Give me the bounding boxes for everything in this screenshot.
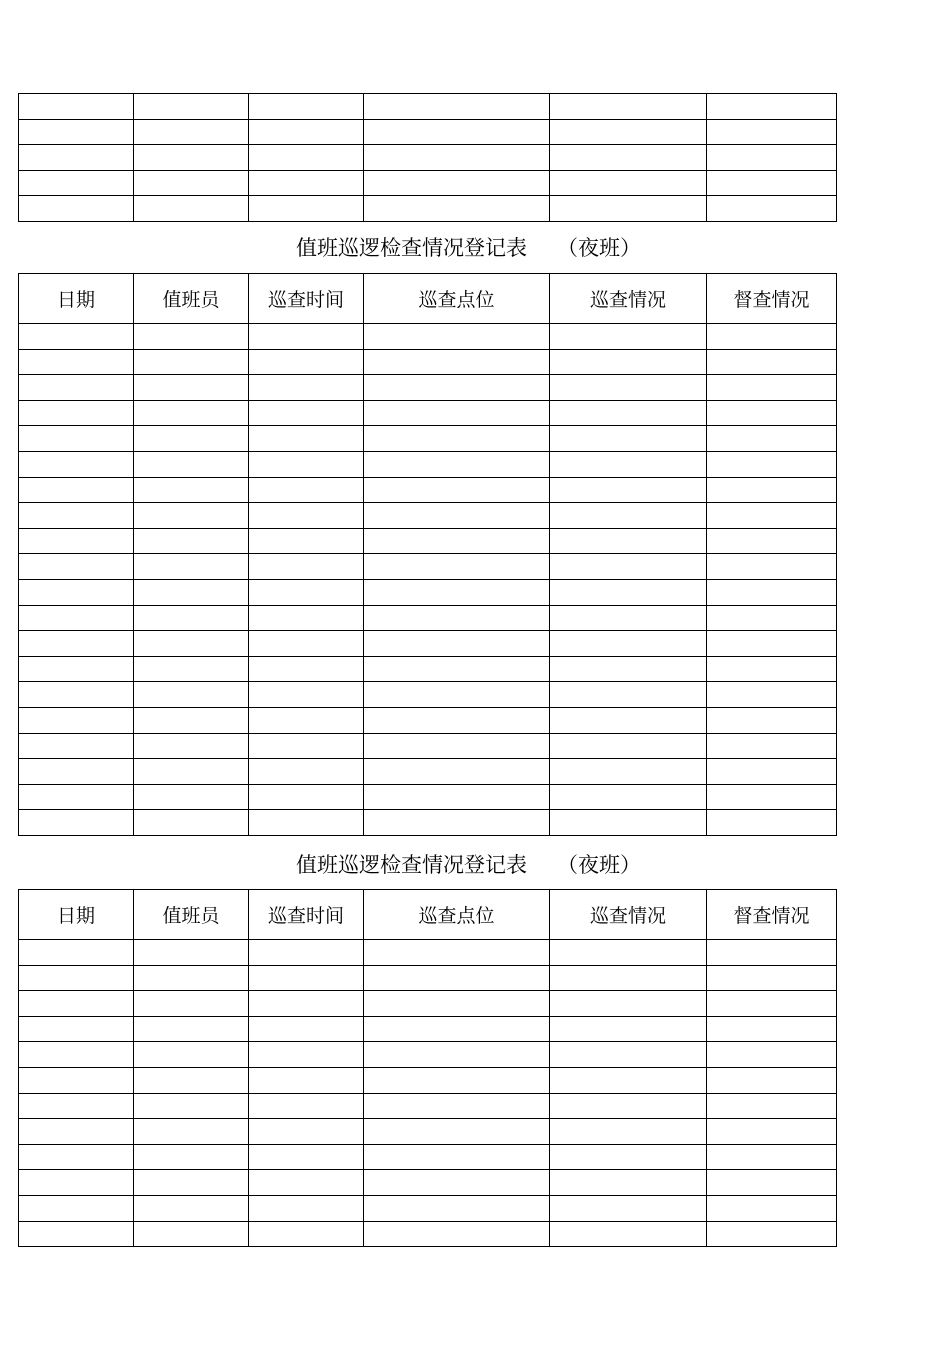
table-cell[interactable] <box>19 324 134 350</box>
table-cell[interactable] <box>707 656 837 682</box>
table-cell[interactable] <box>19 119 134 145</box>
table-cell[interactable] <box>134 810 249 836</box>
table-row <box>19 196 837 222</box>
table-cell[interactable] <box>550 1144 707 1170</box>
table-cell[interactable] <box>707 759 837 785</box>
table-cell[interactable] <box>364 1195 550 1221</box>
table-cell[interactable] <box>550 119 707 145</box>
table-cell[interactable] <box>19 1042 134 1068</box>
table-cell[interactable] <box>249 759 364 785</box>
table-cell[interactable] <box>249 1195 364 1221</box>
table-cell[interactable] <box>707 1221 837 1247</box>
table-cell[interactable] <box>707 145 837 171</box>
table-cell[interactable] <box>364 1067 550 1093</box>
table-cell[interactable] <box>249 375 364 401</box>
table-cell[interactable] <box>249 503 364 529</box>
table-cell[interactable] <box>707 196 837 222</box>
table-cell[interactable] <box>550 940 707 966</box>
form-title: 值班巡逻检查情况登记表 <box>296 236 527 260</box>
table-cell[interactable] <box>19 965 134 991</box>
table-cell[interactable] <box>249 991 364 1017</box>
shift-label: （夜班） <box>557 853 641 877</box>
table-cell[interactable] <box>19 579 134 605</box>
table-cell[interactable] <box>364 528 550 554</box>
table-cell[interactable] <box>249 707 364 733</box>
header-patrol-status: 巡查情况 <box>550 890 707 940</box>
table-cell[interactable] <box>134 196 249 222</box>
section-title-1 <box>296 232 641 262</box>
table-row <box>19 145 837 171</box>
table-cell[interactable] <box>19 656 134 682</box>
table-cell[interactable] <box>550 324 707 350</box>
table-cell[interactable] <box>134 503 249 529</box>
table-cell[interactable] <box>134 991 249 1017</box>
table-cell[interactable] <box>134 400 249 426</box>
table-cell[interactable] <box>707 451 837 477</box>
table-cell[interactable] <box>550 784 707 810</box>
table-cell[interactable] <box>249 477 364 503</box>
table-cell[interactable] <box>364 1119 550 1145</box>
table-row <box>19 784 837 810</box>
table-row <box>19 991 837 1017</box>
table-cell[interactable] <box>19 605 134 631</box>
table-cell[interactable] <box>707 1016 837 1042</box>
table-cell[interactable] <box>249 605 364 631</box>
table-cell[interactable] <box>134 554 249 580</box>
table-cell[interactable] <box>249 1016 364 1042</box>
table-cell[interactable] <box>707 631 837 657</box>
table-cell[interactable] <box>134 528 249 554</box>
table-cell[interactable] <box>19 1195 134 1221</box>
table-cell[interactable] <box>550 965 707 991</box>
table-cell[interactable] <box>19 631 134 657</box>
continuation-table <box>18 93 837 222</box>
table-row <box>19 631 837 657</box>
table-cell[interactable] <box>134 1144 249 1170</box>
table-cell[interactable] <box>134 375 249 401</box>
table-cell[interactable] <box>550 733 707 759</box>
table-cell[interactable] <box>364 119 550 145</box>
table-cell[interactable] <box>550 1093 707 1119</box>
table-cell[interactable] <box>364 349 550 375</box>
table-cell[interactable] <box>707 375 837 401</box>
table-cell[interactable] <box>19 528 134 554</box>
table-cell[interactable] <box>707 554 837 580</box>
table-row <box>19 707 837 733</box>
table-cell[interactable] <box>707 170 837 196</box>
section-title-2 <box>296 849 641 879</box>
table-row <box>19 554 837 580</box>
table-cell[interactable] <box>19 784 134 810</box>
table-cell[interactable] <box>134 605 249 631</box>
table-cell[interactable] <box>249 579 364 605</box>
table-cell[interactable] <box>707 1042 837 1068</box>
table-cell[interactable] <box>364 965 550 991</box>
table-cell[interactable] <box>19 196 134 222</box>
table-row <box>19 119 837 145</box>
table-cell[interactable] <box>249 94 364 120</box>
shift-label: （夜班） <box>557 236 641 260</box>
table-row <box>19 170 837 196</box>
patrol-log-table-2 <box>18 889 837 1247</box>
table-cell[interactable] <box>707 94 837 120</box>
table-row <box>19 1042 837 1068</box>
table-cell[interactable] <box>707 528 837 554</box>
table-cell[interactable] <box>364 1221 550 1247</box>
table-row <box>19 94 837 120</box>
table-cell[interactable] <box>550 375 707 401</box>
table-row <box>19 426 837 452</box>
table-cell[interactable] <box>134 324 249 350</box>
table-row <box>19 503 837 529</box>
table-row <box>19 324 837 350</box>
table-cell[interactable] <box>134 1016 249 1042</box>
table-cell[interactable] <box>364 733 550 759</box>
table-cell[interactable] <box>134 119 249 145</box>
table-cell[interactable] <box>134 784 249 810</box>
table-cell[interactable] <box>550 528 707 554</box>
table-cell[interactable] <box>550 579 707 605</box>
table-cell[interactable] <box>550 1195 707 1221</box>
table-cell[interactable] <box>364 579 550 605</box>
table-cell[interactable] <box>134 349 249 375</box>
table-cell[interactable] <box>550 349 707 375</box>
table-cell[interactable] <box>364 554 550 580</box>
header-supervision-status: 督查情况 <box>707 890 837 940</box>
table-row <box>19 940 837 966</box>
table-cell[interactable] <box>364 1042 550 1068</box>
table-cell[interactable] <box>550 656 707 682</box>
table-cell[interactable] <box>19 810 134 836</box>
header-patrol-point: 巡查点位 <box>364 890 550 940</box>
table-cell[interactable] <box>134 426 249 452</box>
table-cell[interactable] <box>364 400 550 426</box>
table-row <box>19 1144 837 1170</box>
table-row <box>19 733 837 759</box>
table-cell[interactable] <box>550 810 707 836</box>
table-cell[interactable] <box>19 477 134 503</box>
table-cell[interactable] <box>364 324 550 350</box>
table-cell[interactable] <box>134 579 249 605</box>
table-cell[interactable] <box>19 170 134 196</box>
table-cell[interactable] <box>249 119 364 145</box>
table-cell[interactable] <box>550 426 707 452</box>
table-cell[interactable] <box>550 477 707 503</box>
table-cell[interactable] <box>364 682 550 708</box>
header-duty-officer: 值班员 <box>134 274 249 324</box>
table-cell[interactable] <box>249 400 364 426</box>
table-row <box>19 1221 837 1247</box>
table-cell[interactable] <box>249 631 364 657</box>
table-cell[interactable] <box>134 1221 249 1247</box>
table-cell[interactable] <box>134 1067 249 1093</box>
table-row <box>19 656 837 682</box>
table-cell[interactable] <box>364 940 550 966</box>
table-cell[interactable] <box>707 1144 837 1170</box>
table-cell[interactable] <box>550 170 707 196</box>
table-cell[interactable] <box>19 991 134 1017</box>
table-row <box>19 451 837 477</box>
header-duty-officer: 值班员 <box>134 890 249 940</box>
table-cell[interactable] <box>550 196 707 222</box>
table-cell[interactable] <box>550 707 707 733</box>
table-cell[interactable] <box>364 605 550 631</box>
table-cell[interactable] <box>707 119 837 145</box>
table-cell[interactable] <box>707 349 837 375</box>
table-cell[interactable] <box>550 682 707 708</box>
header-patrol-point: 巡查点位 <box>364 274 550 324</box>
table-cell[interactable] <box>707 733 837 759</box>
table-cell[interactable] <box>19 400 134 426</box>
table-row <box>19 810 837 836</box>
table-row <box>19 1170 837 1196</box>
table-cell[interactable] <box>364 94 550 120</box>
table-cell[interactable] <box>134 94 249 120</box>
table-row <box>19 477 837 503</box>
table-cell[interactable] <box>364 451 550 477</box>
header-patrol-status: 巡查情况 <box>550 274 707 324</box>
table-cell[interactable] <box>249 656 364 682</box>
table-cell[interactable] <box>364 196 550 222</box>
table-cell[interactable] <box>134 477 249 503</box>
table-cell[interactable] <box>19 145 134 171</box>
table-cell[interactable] <box>249 426 364 452</box>
table-row <box>19 400 837 426</box>
table-cell[interactable] <box>19 94 134 120</box>
table-cell[interactable] <box>249 554 364 580</box>
table-row <box>19 1093 837 1119</box>
table-cell[interactable] <box>364 1016 550 1042</box>
table-cell[interactable] <box>134 759 249 785</box>
table-cell[interactable] <box>134 656 249 682</box>
table-cell[interactable] <box>249 1119 364 1145</box>
table-row <box>19 605 837 631</box>
table-row <box>19 528 837 554</box>
table-cell[interactable] <box>19 1221 134 1247</box>
table-cell[interactable] <box>249 1093 364 1119</box>
table-cell[interactable] <box>707 707 837 733</box>
table-cell[interactable] <box>134 451 249 477</box>
table-cell[interactable] <box>550 503 707 529</box>
table-cell[interactable] <box>19 759 134 785</box>
table-cell[interactable] <box>134 940 249 966</box>
table-cell[interactable] <box>550 759 707 785</box>
table-cell[interactable] <box>19 503 134 529</box>
table-cell[interactable] <box>707 1195 837 1221</box>
table-cell[interactable] <box>707 784 837 810</box>
table-cell[interactable] <box>550 554 707 580</box>
table-cell[interactable] <box>134 1195 249 1221</box>
table-cell[interactable] <box>134 682 249 708</box>
table-cell[interactable] <box>364 375 550 401</box>
table-cell[interactable] <box>550 1016 707 1042</box>
table-cell[interactable] <box>707 426 837 452</box>
table-cell[interactable] <box>707 1170 837 1196</box>
table-row <box>19 1195 837 1221</box>
table-row <box>19 759 837 785</box>
table-cell[interactable] <box>707 1093 837 1119</box>
table-cell[interactable] <box>550 94 707 120</box>
table-cell[interactable] <box>134 707 249 733</box>
table-cell[interactable] <box>550 451 707 477</box>
table-cell[interactable] <box>364 991 550 1017</box>
header-date: 日期 <box>19 890 134 940</box>
table-cell[interactable] <box>19 451 134 477</box>
patrol-log-table-1 <box>18 273 837 836</box>
form-title: 值班巡逻检查情况登记表 <box>296 853 527 877</box>
table-cell[interactable] <box>707 605 837 631</box>
header-row <box>19 274 837 324</box>
table-cell[interactable] <box>707 477 837 503</box>
table-cell[interactable] <box>364 426 550 452</box>
table-cell[interactable] <box>249 733 364 759</box>
table-cell[interactable] <box>19 1144 134 1170</box>
table-cell[interactable] <box>550 1221 707 1247</box>
table-cell[interactable] <box>550 991 707 1017</box>
table-cell[interactable] <box>707 965 837 991</box>
table-cell[interactable] <box>249 1170 364 1196</box>
table-cell[interactable] <box>550 400 707 426</box>
table-cell[interactable] <box>249 528 364 554</box>
table-cell[interactable] <box>134 170 249 196</box>
table-cell[interactable] <box>249 170 364 196</box>
table-cell[interactable] <box>19 940 134 966</box>
table-cell[interactable] <box>364 656 550 682</box>
table-cell[interactable] <box>550 1042 707 1068</box>
table-cell[interactable] <box>249 1042 364 1068</box>
table-row <box>19 1016 837 1042</box>
table-cell[interactable] <box>364 759 550 785</box>
table-cell[interactable] <box>550 145 707 171</box>
table-cell[interactable] <box>249 940 364 966</box>
table-cell[interactable] <box>249 810 364 836</box>
table-cell[interactable] <box>249 965 364 991</box>
table-row <box>19 965 837 991</box>
table-cell[interactable] <box>249 349 364 375</box>
header-patrol-time: 巡查时间 <box>249 890 364 940</box>
table-cell[interactable] <box>364 1093 550 1119</box>
table-cell[interactable] <box>249 145 364 171</box>
table-cell[interactable] <box>19 1093 134 1119</box>
table-cell[interactable] <box>550 1119 707 1145</box>
table-cell[interactable] <box>134 965 249 991</box>
table-cell[interactable] <box>19 554 134 580</box>
table-cell[interactable] <box>134 1042 249 1068</box>
table-cell[interactable] <box>364 145 550 171</box>
table-cell[interactable] <box>249 1144 364 1170</box>
table-cell[interactable] <box>550 605 707 631</box>
table-cell[interactable] <box>249 451 364 477</box>
table-cell[interactable] <box>19 1067 134 1093</box>
table-cell[interactable] <box>707 991 837 1017</box>
table-row <box>19 682 837 708</box>
table-cell[interactable] <box>249 682 364 708</box>
header-date: 日期 <box>19 274 134 324</box>
table-cell[interactable] <box>707 810 837 836</box>
table-cell[interactable] <box>134 1170 249 1196</box>
table-cell[interactable] <box>19 1016 134 1042</box>
table-cell[interactable] <box>19 349 134 375</box>
table-cell[interactable] <box>19 375 134 401</box>
table-row <box>19 579 837 605</box>
table-cell[interactable] <box>550 631 707 657</box>
table-cell[interactable] <box>364 1144 550 1170</box>
table-cell[interactable] <box>249 1221 364 1247</box>
table-cell[interactable] <box>134 1119 249 1145</box>
table-cell[interactable] <box>364 477 550 503</box>
table-cell[interactable] <box>364 631 550 657</box>
table-cell[interactable] <box>134 145 249 171</box>
table-cell[interactable] <box>707 682 837 708</box>
table-row <box>19 1067 837 1093</box>
table-row <box>19 349 837 375</box>
table-cell[interactable] <box>364 784 550 810</box>
table-cell[interactable] <box>364 170 550 196</box>
table-row <box>19 375 837 401</box>
table-cell[interactable] <box>550 1170 707 1196</box>
table-cell[interactable] <box>19 1170 134 1196</box>
table-cell[interactable] <box>134 1093 249 1119</box>
table-cell[interactable] <box>707 503 837 529</box>
table-cell[interactable] <box>707 1067 837 1093</box>
table-cell[interactable] <box>707 940 837 966</box>
table-cell[interactable] <box>19 733 134 759</box>
table-cell[interactable] <box>249 784 364 810</box>
table-cell[interactable] <box>249 1067 364 1093</box>
table-cell[interactable] <box>134 733 249 759</box>
table-cell[interactable] <box>19 1119 134 1145</box>
table-cell[interactable] <box>707 400 837 426</box>
table-cell[interactable] <box>364 810 550 836</box>
table-cell[interactable] <box>249 324 364 350</box>
table-cell[interactable] <box>249 196 364 222</box>
table-cell[interactable] <box>550 1067 707 1093</box>
table-cell[interactable] <box>707 579 837 605</box>
table-row <box>19 1119 837 1145</box>
header-patrol-time: 巡查时间 <box>249 274 364 324</box>
header-row <box>19 890 837 940</box>
table-cell[interactable] <box>19 682 134 708</box>
table-cell[interactable] <box>707 324 837 350</box>
header-supervision-status: 督查情况 <box>707 274 837 324</box>
table-cell[interactable] <box>707 1119 837 1145</box>
table-cell[interactable] <box>364 1170 550 1196</box>
table-cell[interactable] <box>19 426 134 452</box>
table-cell[interactable] <box>134 631 249 657</box>
table-cell[interactable] <box>364 707 550 733</box>
table-cell[interactable] <box>364 503 550 529</box>
table-cell[interactable] <box>19 707 134 733</box>
